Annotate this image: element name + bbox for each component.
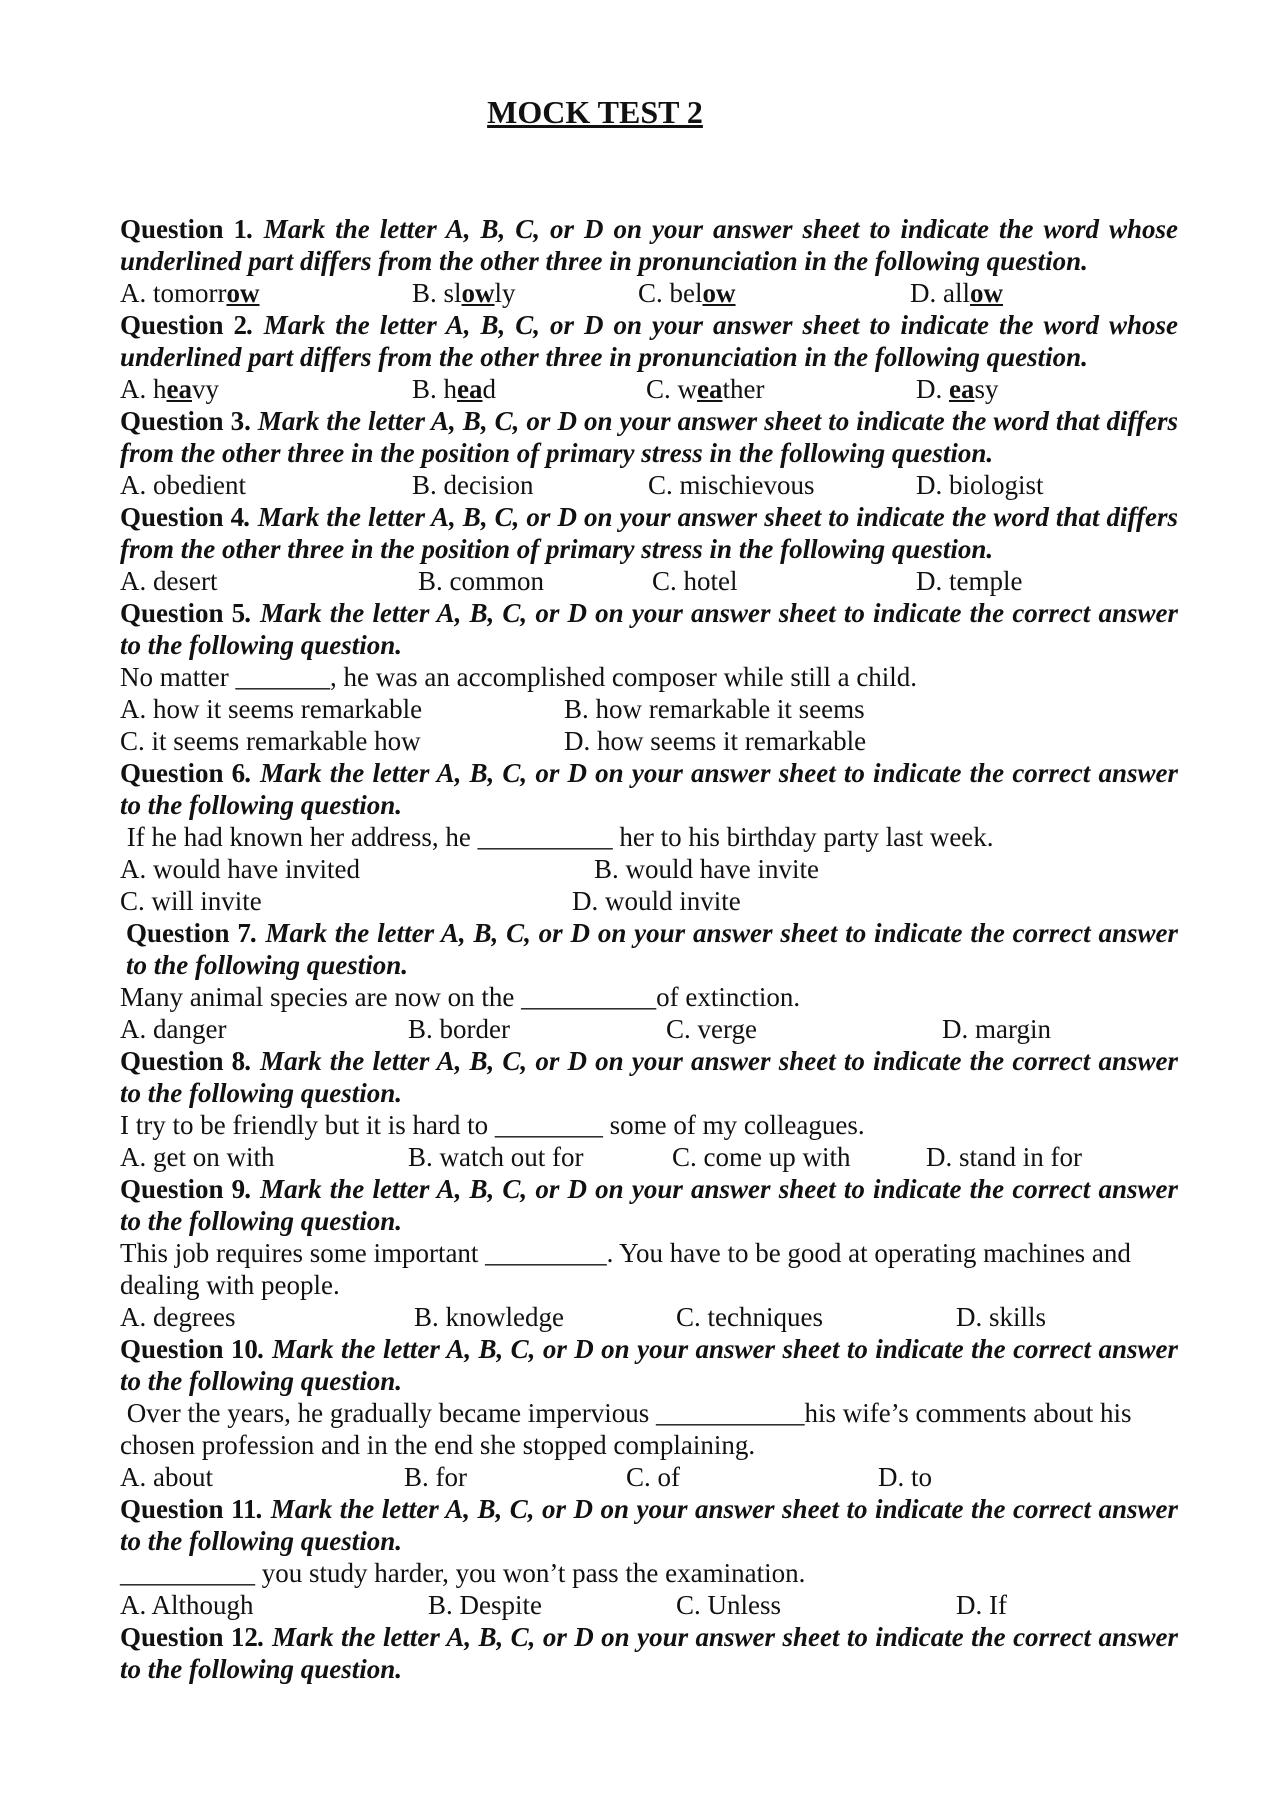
question-header [120,309,1178,373]
option-d: D. to [878,1462,932,1492]
question-label: Question 6 [120,758,246,788]
question-header [120,501,1178,565]
option-a: A. how it seems remarkable [120,694,423,724]
options-row [120,885,1178,917]
options-row [120,1461,1178,1493]
question-label: Question 1 [120,214,248,244]
question-instruction: . Mark the letter A, B, C, or D on your answer sheet to indicate the word that differs from the other three in the position of primary stress in the following question. [120,502,1178,564]
question-header [120,597,1178,661]
option-c: C. below [638,278,736,308]
question-stem: This job requires some important _________. You have to be good at operating machines and dealing with people. [120,1238,1138,1300]
question-label: Question 7 [126,918,251,948]
option-b: B. Despite [428,1590,542,1620]
option-a: A. Although [120,1590,254,1620]
questions-list [120,213,1178,1685]
option-a: A. would have invited [120,854,360,884]
question-label: Question 8 [120,1046,246,1076]
option-b: B. decision [412,470,534,500]
question-3 [120,405,1178,501]
options-row [120,725,1178,757]
option-a: A. tomorrow [120,278,260,308]
option-a: A. about [120,1462,213,1492]
question-4 [120,501,1178,597]
option-a: A. obedient [120,470,246,500]
option-c: C. come up with [672,1142,851,1172]
option-c: C. Unless [676,1590,782,1620]
option-d: D. margin [942,1014,1051,1044]
options-row [120,565,1178,597]
option-d: D. skills [956,1302,1047,1332]
question-5 [120,597,1178,757]
question-9 [120,1173,1178,1333]
question-instruction: . Mark the letter A, B, C, or D on your answer sheet to indicate the correct answer to the following question. [120,1174,1178,1236]
option-c: C. verge [666,1014,757,1044]
option-d: D. temple [916,566,1023,596]
question-label: Question 2 [120,310,248,340]
option-d: D. easy [916,374,999,404]
option-c: C. mischievous [648,470,815,500]
option-d: D. allow [910,278,1003,308]
question-6 [120,757,1178,917]
option-d: D. how seems it remarkable [564,726,867,756]
question-stem: __________ you study harder, you won’t pass the examination. [120,1558,806,1588]
question-label: Question 4 [120,502,245,532]
question-header [120,1173,1178,1237]
option-a: A. get on with [120,1142,275,1172]
option-c: C. techniques [676,1302,823,1332]
option-c: C. weather [646,374,765,404]
options-row [120,1013,1178,1045]
question-stem: No matter _______, he was an accomplished composer while still a child. [120,662,918,692]
option-b: B. watch out for [408,1142,584,1172]
option-c: C. hotel [652,566,738,596]
question-label: Question 10 [120,1334,258,1364]
options-row [120,693,1178,725]
question-instruction: . Mark the letter A, B, C, or D on your answer sheet to indicate the word whose underlined part differs from the other three in pronunciation in the following question. [120,310,1178,372]
question-label: Question 3. [120,406,251,436]
question-header [120,917,1178,981]
options-row [120,373,1178,405]
option-a: A. danger [120,1014,227,1044]
option-d: D. If [956,1590,1007,1620]
option-b: B. common [418,566,544,596]
question-instruction: . Mark the letter A, B, C, or D on your answer sheet to indicate the word whose underlined part differs from the other three in pronunciation in the following question. [120,214,1178,276]
option-d: D. stand in for [926,1142,1082,1172]
question-1 [120,213,1178,309]
option-a: A. degrees [120,1302,236,1332]
question-header [120,405,1178,469]
question-instruction: . Mark the letter A, B, C, or D on your answer sheet to indicate the correct answer to the following question. [120,598,1178,660]
page-title: MOCK TEST 2 [487,94,703,130]
question-label: Question 9 [120,1174,246,1204]
question-stem: Many animal species are now on the __________of extinction. [120,982,801,1012]
option-b: B. knowledge [414,1302,564,1332]
question-header [120,1045,1178,1109]
options-row [120,469,1178,501]
question-instruction: . Mark the letter A, B, C, or D on your answer sheet to indicate the correct answer to the following question. [120,1494,1178,1556]
option-d: D. would invite [572,886,741,916]
question-instruction: . Mark the letter A, B, C, or D on your answer sheet to indicate the correct answer to the following question. [120,1046,1178,1108]
question-header [120,1493,1178,1557]
option-b: B. would have invite [594,854,819,884]
option-c: C. it seems remarkable how [120,726,421,756]
question-instruction: Mark the letter A, B, C, or D on your answer sheet to indicate the word that differs from the other three in the position of primary stress in the following question. [120,406,1178,468]
question-header [120,1333,1178,1397]
option-a: A. desert [120,566,218,596]
question-12 [120,1621,1178,1685]
question-10 [120,1333,1178,1493]
question-stem: If he had known her address, he __________ her to his birthday party last week. [120,822,994,852]
options-row [120,1301,1178,1333]
options-row [120,277,1178,309]
question-instruction: . Mark the letter A, B, C, or D on your answer sheet to indicate the correct answer to the following question. [120,1334,1178,1396]
question-label: Question 12 [120,1622,258,1652]
question-2 [120,309,1178,405]
question-header [120,213,1178,277]
question-stem: I try to be friendly but it is hard to ________ some of my colleagues. [120,1110,865,1140]
option-c: C. of [626,1462,680,1492]
options-row [120,1589,1178,1621]
question-11 [120,1493,1178,1621]
option-b: B. slowly [412,278,516,308]
question-stem: Over the years, he gradually became impervious ___________his wife’s comments about his chosen profession and in the end she stopped complaining. [120,1398,1139,1460]
option-b: B. head [412,374,496,404]
question-header [120,757,1178,821]
question-label: Question 11 [120,1494,257,1524]
option-b: B. border [408,1014,510,1044]
option-c: C. will invite [120,886,262,916]
option-d: D. biologist [916,470,1044,500]
options-row [120,853,1178,885]
question-instruction: . Mark the letter A, B, C, or D on your answer sheet to indicate the correct answer to the following question. [120,1622,1178,1684]
options-row [120,1141,1178,1173]
option-a: A. heavy [120,374,219,404]
option-b: B. how remarkable it seems [564,694,865,724]
question-instruction: . Mark the letter A, B, C, or D on your answer sheet to indicate the correct answer to the following question. [126,918,1178,980]
option-b: B. for [404,1462,467,1492]
question-instruction: . Mark the letter A, B, C, or D on your answer sheet to indicate the correct answer to the following question. [120,758,1178,820]
question-header [120,1621,1178,1685]
question-label: Question 5 [120,598,246,628]
question-7 [120,917,1178,1045]
question-8 [120,1045,1178,1173]
